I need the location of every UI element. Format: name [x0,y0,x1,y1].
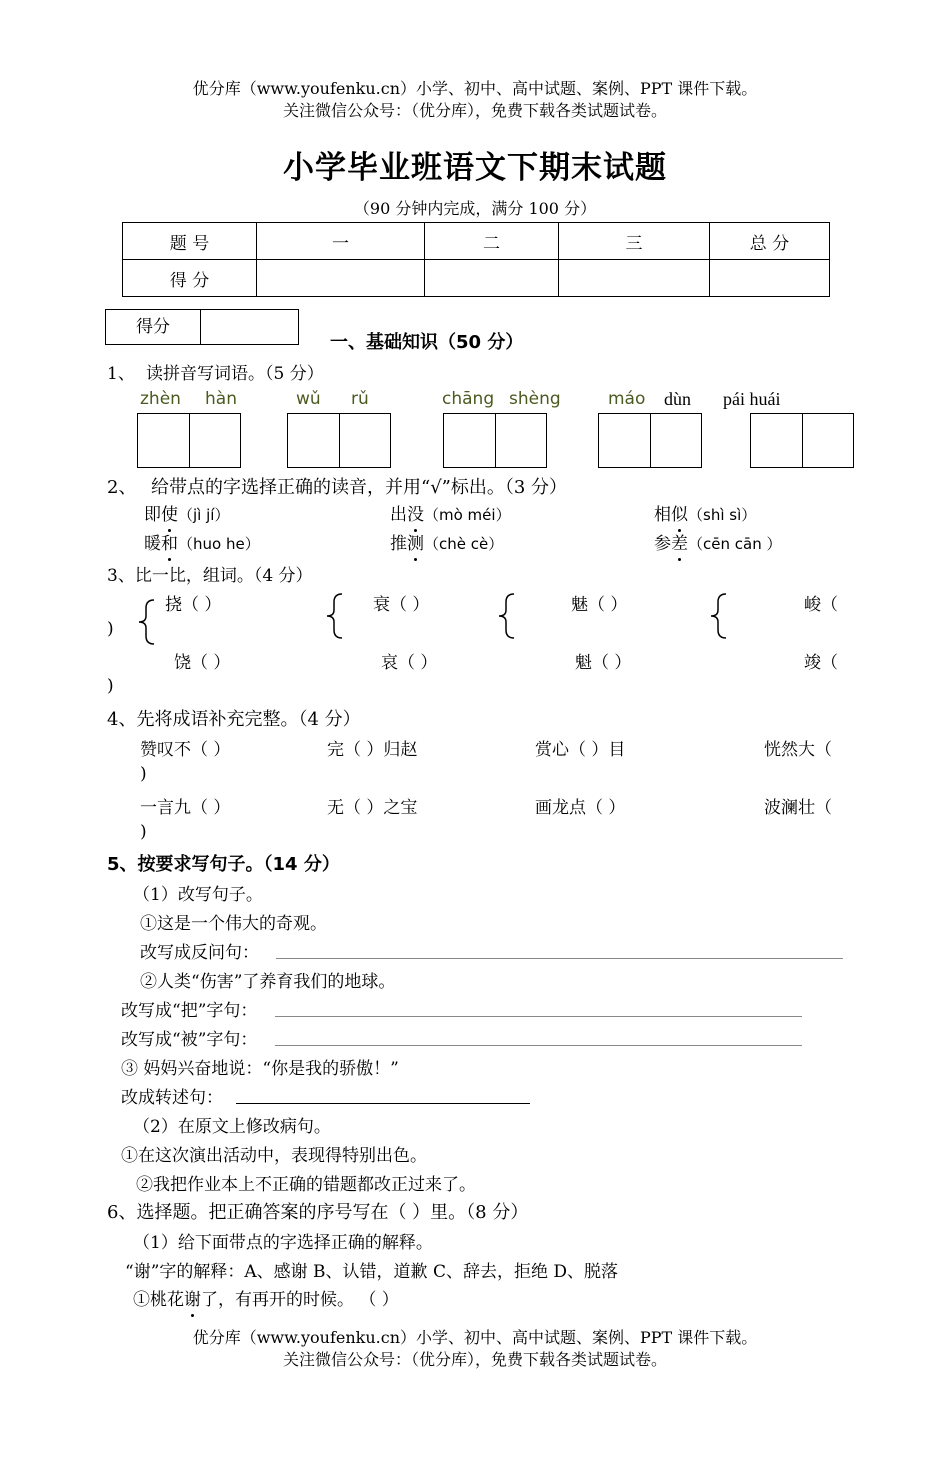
dotted-char: 和 [161,534,178,554]
pinyin: wǔ [296,389,321,409]
q2-number: 2、 [107,477,137,498]
q5-sub2: （2）在原文上修改病句。 [133,1117,331,1137]
sentence: ③ 妈妈兴奋地说：“你是我的骄傲！” [121,1059,399,1079]
faulty-sentence[interactable]: ①在这次演出活动中，表现得特别出色。 [121,1146,427,1166]
q2-item [654,500,756,525]
score-table-header-cell: 总 分 [710,223,830,260]
idiom-item: 波澜壮（ [764,798,832,818]
q2-item [390,500,511,525]
header-line-1: 优分库（www.youfenku.cn）小学、初中、高中试题、案例、PPT 课件下载。 [192,79,758,98]
idiom-item: 画龙点（ ） [535,798,626,818]
answer-box[interactable] [598,413,702,468]
item-text: 了，有再开的时候。 （ ） [201,1290,399,1310]
score-table-header-cell: 二 [425,223,559,260]
idiom-item: 赏心（ ）目 [535,740,626,760]
dotted-char: 没 [407,505,424,525]
pinyin: pái huái [723,389,781,409]
wrap-paren: ) [107,676,114,696]
q6-heading: 6、选择题。把正确答案的序号写在（ ）里。（8 分） [107,1202,529,1223]
pinyin: shèng [509,389,561,409]
idiom-item: 一言九（ ） [140,798,231,818]
pinyin: chāng [442,389,495,409]
task-label: 改写成“被”字句： [121,1030,258,1050]
q5-heading: 5、按要求写句子。（14 分） [107,854,340,875]
q2-item [144,500,229,525]
q4-heading: 4、先将成语补充完整。（4 分） [107,709,361,730]
score-table-header-row [123,223,830,260]
subtitle: （90 分钟内完成，满分 100 分） [353,199,597,218]
wrap-paren: ) [140,822,147,842]
reading-options: （shì sì） [688,506,757,524]
score-cell[interactable] [425,260,559,297]
reading-options: （jì jí） [178,506,230,524]
pinyin: zhèn [140,389,181,409]
answer-line[interactable] [236,1103,530,1104]
wrap-paren: ) [107,619,114,639]
footer-line-2: 关注微信公众号：（优分库），免费下载各类试题试卷。 [282,1350,667,1369]
reading-options: （huo he） [178,535,260,553]
pinyin: máo [608,389,646,409]
idiom-item: 赞叹不（ ） [140,740,231,760]
task-label: 改写成“把”字句： [121,1001,258,1021]
dotted-char: 似 [671,505,688,525]
item-text: ①桃花 [133,1290,184,1310]
idiom-item: 恍然大（ [764,740,832,760]
score-row-label: 得 分 [123,260,257,297]
dotted-char: 使 [161,505,178,525]
section-score-box [105,309,299,345]
faulty-sentence[interactable]: ②我把作业本上不正确的错题都改正过来了。 [136,1175,476,1195]
compare-item: 峻（ [804,595,838,615]
score-cell[interactable] [257,260,425,297]
reading-options: （chè cè） [424,535,504,553]
score-cell[interactable] [559,260,710,297]
score-cell[interactable] [710,260,830,297]
sentence: ①这是一个伟大的奇观。 [140,914,327,934]
brace-icon [136,598,158,646]
answer-box[interactable] [287,413,391,468]
answer-line[interactable] [275,1016,802,1017]
score-table-score-row [123,260,830,297]
q2-item [390,529,503,554]
q5-sub1: （1）改写句子。 [133,885,263,905]
q3-heading: 3、比一比，组词。（4 分） [107,566,313,586]
reading-options: （cēn cān ） [688,535,782,553]
task-label: 改成转述句： [121,1088,223,1108]
q1-number: 1、 [107,364,135,384]
compare-item: 魁（ ） [575,653,632,673]
word-char: 出 [390,505,407,525]
dotted-char: 谢 [184,1290,201,1310]
answer-line[interactable] [275,1045,802,1046]
reading-options: （mò méi） [424,506,511,524]
header-line-2: 关注微信公众号：（优分库），免费下载各类试题试卷。 [282,101,667,120]
brace-icon [708,592,730,640]
score-table-header-cell: 一 [257,223,425,260]
brace-icon [324,592,346,640]
compare-item: 饶（ ） [174,653,231,673]
wrap-paren: ) [140,764,147,784]
compare-item: 哀（ ） [381,653,438,673]
page-title: 小学毕业班语文下期末试题 [283,150,667,186]
compare-item: 魅（ ） [571,595,628,615]
q6-sub1: （1）给下面带点的字选择正确的解释。 [133,1233,433,1253]
pinyin: hàn [205,389,237,409]
idiom-item: 完（ ）归赵 [327,740,418,760]
pinyin: dùn [664,389,691,409]
compare-item: 衰（ ） [373,595,430,615]
answer-box[interactable] [137,413,241,468]
section-heading: 一、基础知识（50 分） [330,332,524,353]
answer-line[interactable] [276,958,843,959]
q6-item [133,1285,399,1310]
section-score-label: 得分 [106,310,201,344]
sentence: ②人类“伤害”了养育我们的地球。 [140,972,396,992]
answer-box[interactable] [750,413,854,468]
dotted-char: 差 [671,534,688,554]
answer-box[interactable] [443,413,547,468]
q1-text: 读拼音写词语。（5 分） [146,364,324,384]
task-label: 改写成反问句： [140,943,259,963]
compare-item: 挠（ ） [165,595,222,615]
word-char: 参 [654,534,671,554]
dotted-char: 测 [407,534,424,554]
word-char: 相 [654,505,671,525]
score-table-header-cell: 题 号 [123,223,257,260]
word-char: 即 [144,505,161,525]
pinyin: rǔ [351,389,369,409]
compare-item: 竣（ [804,653,838,673]
definition-options: “谢”字的解释：A、感谢 B、认错，道歉 C、辞去，拒绝 D、脱落 [125,1262,618,1282]
q2-item [144,529,260,554]
q2-text: 给带点的字选择正确的读音，并用“√”标出。（3 分） [151,477,568,498]
brace-icon [496,592,518,640]
score-table [122,222,830,297]
score-table-header-cell: 三 [559,223,710,260]
word-char: 暖 [144,534,161,554]
idiom-item: 无（ ）之宝 [327,798,418,818]
footer-line-1: 优分库（www.youfenku.cn）小学、初中、高中试题、案例、PPT 课件下载。 [192,1328,758,1347]
word-char: 推 [390,534,407,554]
q2-item [654,529,781,554]
